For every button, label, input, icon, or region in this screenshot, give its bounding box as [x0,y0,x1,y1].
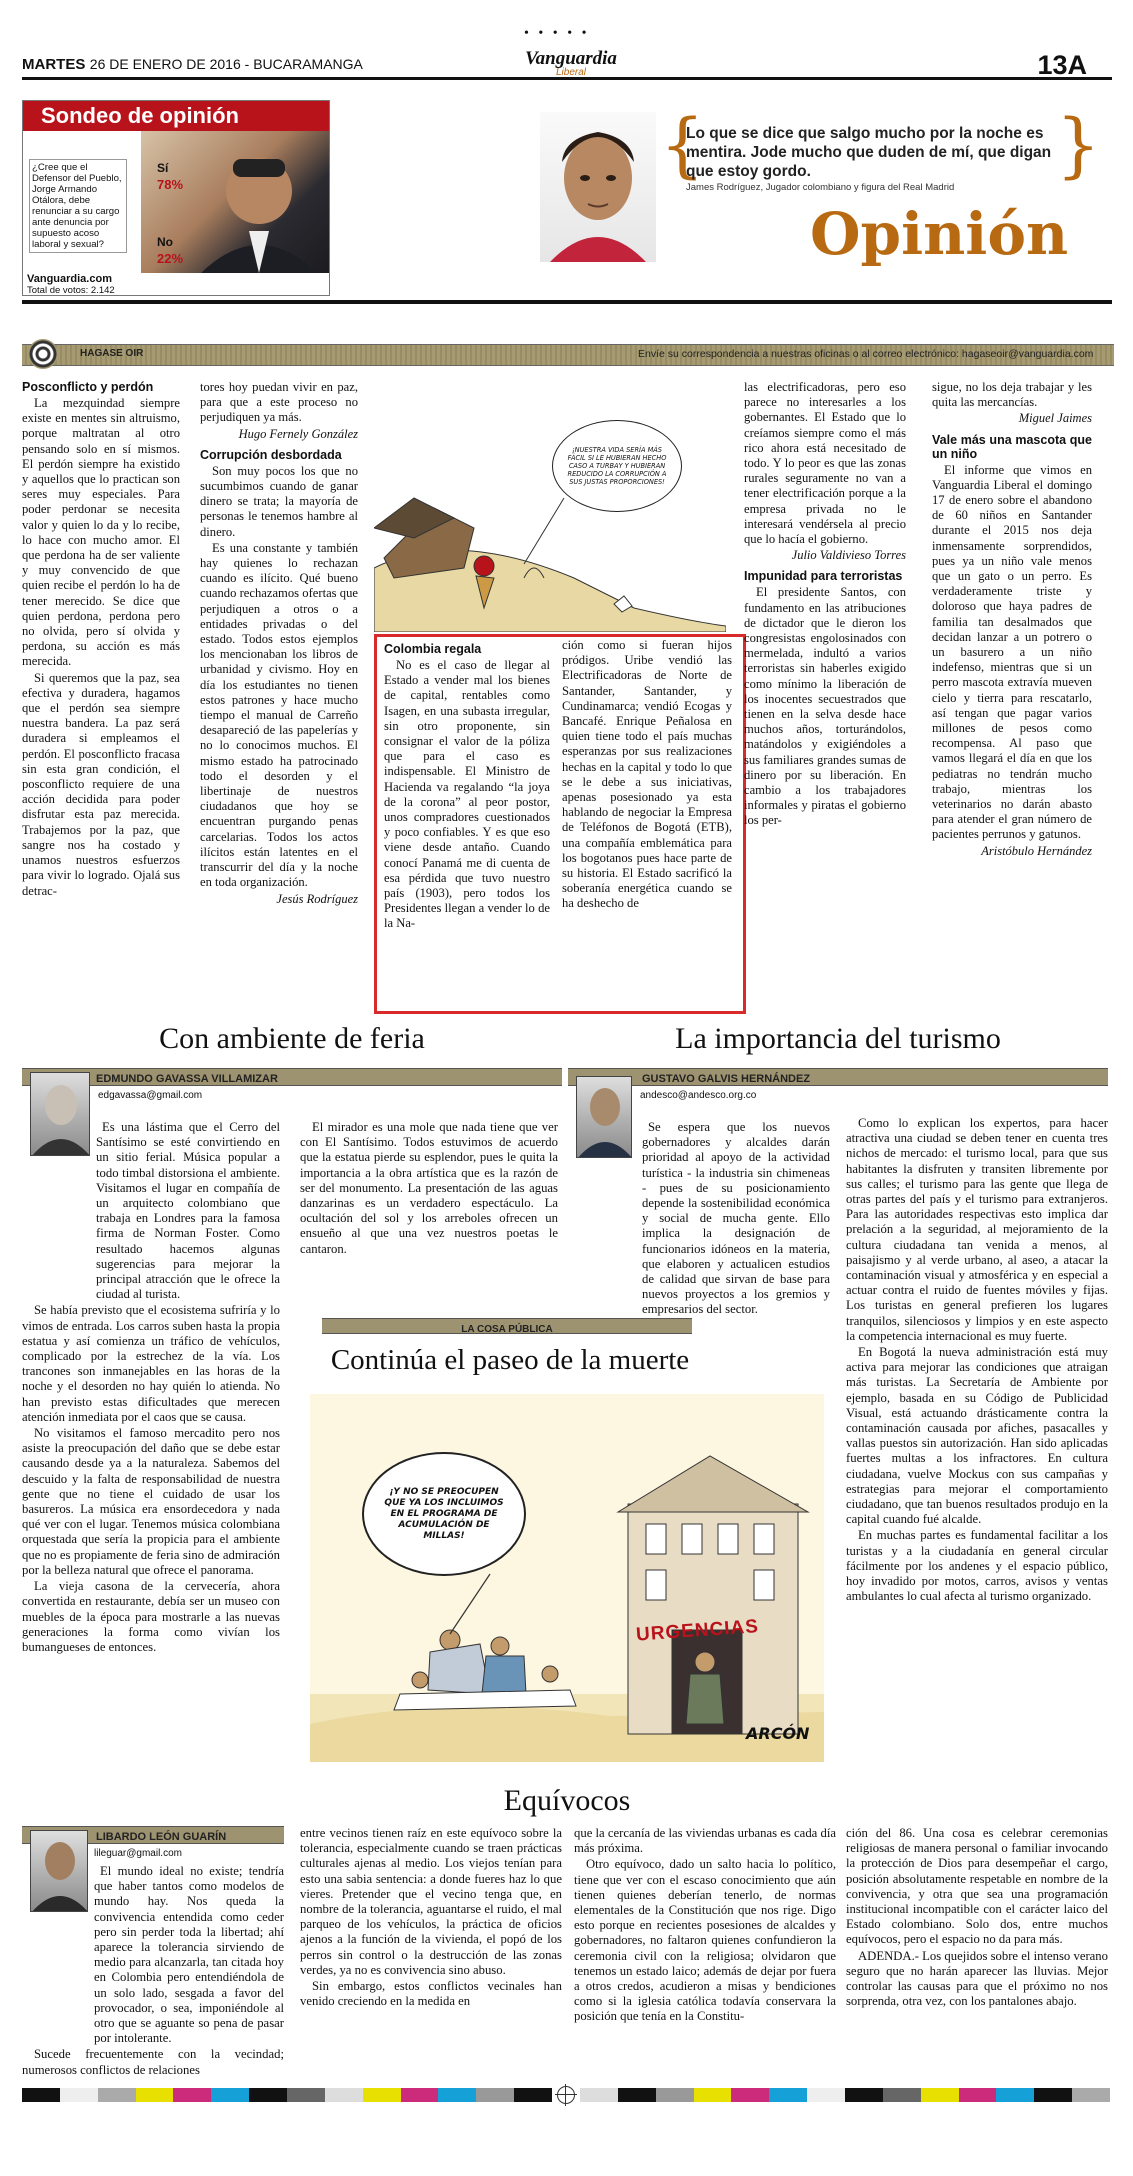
article-paragraph: El mundo ideal no existe; tendría que haber tantos como modelos de mundo hay. Nos queda la convivencia entendida como ceder pero sin perder toda la libertad; ahí aparece la tolerancia sirviendo de medio para alcanzarla, tan citada hoy en Colombia pero entendiéndola de un solo lado, sesgada a favor del provocador, o sea, imponiéndole al otro que se aguante so pena de pasar por intolerante. [94,1864,284,2046]
article-paragraph: ADENDA.- Los quejidos sobre el intenso verano seguro que no harán aparecer las lluvias. Mejor controlar las causas para que el próximo no nos sorprenda, otra vez, con los pantalones abajo. [846,1948,1108,2009]
registration-mark-icon [557,2086,575,2104]
column-title-feria: Con ambiente de feria [159,1022,425,1055]
letter-body: las electrificadoras, pero eso parece no interesarles a los gobernantes. El Estado que lo creíamos siempre como el más rico ahora está necesitado de todo. Y lo peor es que las zonas rurales seguramente no van a tener electrificación porque a la empresa privada no le interesará vendérsela al precio que lo hacía el gobierno. [744,380,906,547]
letter-signature: Julio Valdivieso Torres [791,548,906,563]
letter-title-corrupcion: Corrupción desbordada [200,447,342,462]
turismo-column-1 [574,1120,830,1319]
cartoon-balloon [552,420,682,512]
poll-question: ¿Cree que el Defensor del Pueblo, Jorge Armando Otálora, debe renunciar a su cargo ante denuncia por supuesto acoso laboral y sexual? [29,159,127,253]
letter-body: La mezquindad siempre existe en mentes sin altruismo, porque maltratan al otro pensando solo en sí mismos. El perdón siempre ha existido y aquellos que lo practican son seres muy especiales. Para poder perdonar se necesita valor y quien lo da y lo recibe, lo hace con mucho amor. El que perdona ha de ser valiente y muy convencido de que quien recibe el perdón lo ha de tener merecido. Se dice que quien perdona, perdona pero no olvida, pero sí olvida y perdona, su acción es más merecida. [22,396,180,669]
poll-total: Total de votos: 2.142 [27,285,115,296]
urgencias-sign: URGENCIAS [635,1616,760,1646]
column-title-turismo: La importancia del turismo [675,1022,1001,1055]
letter-title-colombia-regala: Colombia regala [384,642,482,656]
cartoon-scene [310,1394,824,1762]
byline-author: LIBARDO LEÓN GUARÍN [96,1831,227,1843]
article-paragraph: La vieja casona de la cervecería, ahora convertida en restaurante, debía ser un museo con muebles de la época para mostrarle a las nuevas generaciones la forma como vivían los bumangueses de entonces. [22,1579,280,1654]
article-paragraph: Como lo explican los expertos, para hacer atractiva una ciudad se deben tener en cuenta tres nichos de mercado: el turismo local, para que sus habitantes la disfruten y transiten libremente por sus calles; el turismo para las gente que llega de otras partes del país y el turismo para extranjeros. Para las autoridades respectivas esto implica dar prelación a la seguridad, al mejoramiento de la cultura ciudadana tan venida a menos, al paisajismo y al verde urbano, al aseo, a atacar la contaminación visual y atmosférica y en especial a actuar contra el ruido de fuentes móviles y fijas. Los turistas en general prefieren los lugares tranquilos, silenciosos y limpios y en este aspecto la competencia internacional es muy fuerte. [846,1116,1108,1343]
byline-bar-gavassa [22,1068,562,1086]
article-paragraph: El mirador es una mole que nada tiene que ver con El Santísimo. Todos estuvimos de acuerdo que la estatua pierde su esplendor, pues le quita la importancia a la obra artística que es la razón de ser del monumento. La presentación de las aguas danzarinas es un verdadero espectáculo. La ocultación del sol y los arreboles ofrecen un ensueño al que una vez nuestros poetas le cantaron. [300,1120,558,1256]
byline-author: EDMUNDO GAVASSA VILLAMIZAR [96,1073,278,1085]
letter-body: El presidente Santos, con fundamento en las atribuciones de dictador que le dieron los congresistas engolosinados con mermelada, indultó a varios terroristas sin haberles exigido como mínimo la liberación de los inocentes secuestrados que tienen en la selva desde hace muchos años, torturándolos, matándolos y exigiéndoles a sus familiares grandes sumas de dinero por su liberación. En cambio a los trabajadores informales y piratas el gobierno los per- [744,585,906,828]
editorial-cartoon [310,1394,824,1762]
letter-signature: Hugo Fernely González [238,426,358,441]
quote-open-brace: { [660,104,705,186]
poll-no-value: 22% [157,251,184,266]
poll-no-label: No [157,235,173,249]
article-paragraph: entre vecinos tienen raíz en este equívoco sobre la tolerancia, especialmente cuando se traen prácticas culturales ajenas al medio. Los viejos tenían para esto una sabia sentencia: a donde fueres haz lo que vieres. Pretender que el vecino tenga que, en nombre de la tolerancia, aguantarse el ruido, el mal parqueo de los vehículos, la práctica de oficios ajenos a la función de la vivienda, el popó de los perros sin control o la destrucción de las zonas verdes, ya no es convivencia sino abuso. [300,1826,562,1977]
article-paragraph: Es una lástima que el Cerro del Santísimo se esté convirtiendo en un sitio ferial. Música popular a todo timbal distorsiona el ambiente. Visitamos el lugar en compañía de un arquitecto colombiano que trabaja en Londres para la famosa firma de Norman Foster. Como resultado hacemos algunas sugerencias para mejorar la principal atracción que le ofrece la ciudad al turista. [96,1120,280,1302]
hagase-oir-contact: Envíe su correspondencia a nuestras oficinas o al correo electrónico: hagaseoir@vanguardia.com [638,348,1094,360]
top-dots: • • • • • [524,26,590,41]
letter-body: tores hoy puedan vivir en paz, para que a este proceso no perjudiquen ya más. [200,380,358,425]
equivocos-column-1 [22,1864,284,2079]
byline-author: GUSTAVO GALVIS HERNÁNDEZ [642,1073,811,1085]
quote-text: Lo que se dice que salgo mucho por la noche es mentira. Jode mucho que duden de mí, que digan que estoy gordo. [686,125,1052,180]
newspaper-logo [496,48,646,80]
article-paragraph: que la cercanía de las viviendas urbanas es cada día más próxima. [574,1826,836,1856]
quote-author: James Rodríguez, Jugador colombiano y figura del Real Madrid [686,182,955,193]
poll-yes-label: Sí [157,161,169,175]
equivocos-column-2 [300,1826,562,2010]
letter-colombia-regala-a [384,642,550,933]
letter-column-2 [200,380,358,913]
letter-colombia-regala-b [562,638,732,913]
poll-yes-value: 78% [157,177,184,192]
article-paragraph: Se espera que los nuevos gobernadores y alcaldes darán prioridad al apoyo de la actividad turística - la industria sin chimeneas - pues de su posicionamiento depende la sostenibilidad económica y social de mucha gente. Ello implica la designación de funcionarios idóneos en la materia, que elaboren y actualicen estudios de calidad que sirvan de base para nuevos proyectos a los gremios y empresarios del sector. [642,1120,830,1317]
article-paragraph: Se había previsto que el ecosistema sufriría y lo vimos de entrada. Los carros suben hasta la propia estatua y así comienza un tráfico de vehículos, complicado por la estrechez de la vía. Los trancones son inmanejables en las horas de la noche y el desorden no hay quién lo atienda. No han previsto estas dificultades que merecen atención inmediata por el caos que se causa. [22,1303,280,1424]
cartoon-balloon-text: ¡Y NO SE PREOCUPEN QUE YA LOS INCLUIMOS EN EL PROGRAMA DE ACUMULACIÓN DE MILLAS! [384,1486,504,1541]
cosa-publica-bar [322,1318,692,1334]
author-email: lileguar@gmail.com [94,1848,182,1859]
page-number: 13A [1037,50,1087,80]
letter-signature: Aristóbulo Hernández [981,843,1092,858]
letter-body: sigue, no los deja trabajar y les quita las mercancías. [932,380,1092,410]
header-date-day: MARTES [22,56,86,73]
letter-column-5 [744,380,906,830]
article-paragraph: No visitamos el famoso mercadito pero nos asiste la preocupación del daño que se debe estar causando desde ya a la naturaleza. Sabemos del descuido y la falta de responsabilidad de nuestra gente que no tiene el cuidado de usar los basureros. La música era ensordecedora y nada qué ver con el lugar. Tenemos música colombiana orquestada que sería la propicia para el ambiente que no es propiamente de feria sino de admiración por la belleza natural que ofrece el panorama. [22,1426,280,1577]
cartoon-illustration [374,378,726,632]
section-rule [22,300,1112,304]
poll-site: Vanguardia.com [27,273,112,285]
cartoon-speech-balloon [362,1452,526,1576]
poll-box [22,100,330,296]
letter-body: Son muy pocos los que no sucumbimos cuando de ganar dinero se trata; la mayoría de personas le tenemos hambre al dinero. [200,463,358,539]
article-paragraph: En muchas partes es fundamental facilitar a los turistas y a la ciudadanía en general circular fácilmente por los andenes y el espacio público, hoy invadido por motos, carros, avisos y ventas ambulantes lo cual afecta al turismo organizado. [846,1528,1108,1604]
letter-title-posconflicto: Posconflicto y perdón [22,380,154,394]
section-title: Opinión [810,200,1069,268]
turismo-column-2 [846,1116,1108,1606]
hagase-oir-label: HAGASE OIR [80,348,144,359]
letters-cartoon [374,378,726,632]
letter-body: No es el caso de llegar al Estado a vender mal los bienes de capital, rentables como Isagen, en una subasta irregular, sin otro proponente, sin consignar el valor de la póliza que para el caso es indispensable. El Ministro de Hacienda va regalando “la joya de la corona” al peor postor, unos compradores cuestionados y poco confiables. Y es que eso viene desde antaño. Cuando conocí Panamá me di cuenta de esa pérdida que tuvo nuestro país (1903), pero todos los Presidentes llegan a vender lo de la Na- [384,658,550,931]
author-email: edgavassa@gmail.com [98,1090,203,1101]
article-paragraph: Otro equívoco, dado un salto hacia lo político, tiene que ver con el escaso conocimiento que aún tienen quienes deberían tenerlo, de normas elementales de la Constitución que nos rige. Digo esto porque en recientes posesiones de alcaldes y gobernadores, no faltaron quienes confundieron la ceremonia civil con la religiosa; olvidaron que tenemos un estado laico; además de dejar por fuera a otros credos, acudieron a misas y bendiciones como si la iglesia católica todavía conservara la posición que tenía en la Constitu- [574,1857,836,2024]
letter-signature: Miguel Jaimes [1018,411,1092,426]
letter-title-mascota: Vale más una mascota que un niño [932,432,1092,461]
cartoonist-signature: ARCÓN [746,1724,810,1743]
letter-body: ción como si fueran hijos pródigos. Uribe vendió las Electrificadoras de Norte de Santander, Santander, y Cundinamarca; vendió Ecogas y Bancafé. Enrique Peñalosa en quien tiene todo el país muchas esperanzas por sus realizaciones hechas en la capital y todo lo que se le debe a sus iniciativas, apenas posesionado ya esta hablando de negociar la Empresa de Teléfonos de Bogotá (ETB), una compañía emblemática para los bogotanos pues hace parte de su historia. El Estado sacrificó la soberanía energética cuando se ha deshecho de [562,638,732,911]
article-paragraph: En Bogotá la nueva administración está muy activa para mejorar las condiciones que atraigan más turistas. La Secretaría de Ambiente por ejemplo, basada en su Código de Publicidad Visual, está actuando drásticamente contra la contaminación causada por afiches, pasacalles y vallas puestos sin autorización. Han sido aplicadas fuertes multas a los infractores. En cultura ciudadana, vuelve Mockus con sus campañas y estrategias para mejorar el comportamiento ciudadano, que tan buenos resultados produjo en la capital cuando fué alcalde. [846,1345,1108,1527]
author-email: andesco@andesco.org.co [640,1090,757,1101]
feria-column-1 [22,1120,280,1656]
quote-close-brace: } [1056,104,1101,186]
feria-column-2 [300,1120,558,1258]
ear-icon [28,339,58,369]
article-paragraph: ción del 86. Una cosa es celebrar ceremonias religiosas de manera personal o familiar invocando la protección de Dios para desempeñar el cargo, posición absolutamente respetable en nombre de la convivencia, y otra que sea una programación institucional incompatible con el carácter laico del Estado colombiano. Solo dos, entre muchos equívocos, pero el espacio no da para más. [846,1826,1108,1947]
article-paragraph: Sin embargo, estos conflictos vecinales han venido creciendo en la medida en [300,1979,562,2009]
letter-body: Es una constante y también hay quienes lo rechazan cuando es ilícito. Qué bueno cuando rechazamos ofertas que perjudiquen a otros o a entidades privadas o del estado. Todos estos ejemplos los mencionaban los libros de urbanidad y civismo. Hoy en día los estudiantes no tienen estos patrones y hace mucho tiempo el manual de Carreño desapareció de las papelerías y no lo conocimos muchos. El mismo estado ha patrocinado todo el desorden y el libertinaje de nuestros ciudadanos que hoy se encuentran purgando penas carcelarias. Todos los actos ilícitos están latentes en el transcurrir del día y la noche en toda organización. [200,540,358,890]
letter-column-6 [932,380,1092,865]
letter-title-impunidad: Impunidad para terroristas [744,569,903,584]
logo-main: Vanguardia [525,48,617,69]
cosa-publica-label: LA COSA PÚBLICA [461,1324,553,1335]
letter-signature: Jesús Rodríguez [276,891,358,906]
letter-body: Si queremos que la paz, sea efectiva y duradera, hagamos que el perdón sea siempre nuestra bandera. La paz será duradera si empleamos el perdón. El posconflicto fracasa sin esta gran condición, el posconflicto requiere de una acción decidida para poder disfrutar esta paz merecida. Trabajemos por la paz, que sangre nos ha costado y unamos nuestros esfuerzos para vivir lo logrado. Ojalá sus detrac- [22,670,180,898]
quote-photo [540,112,656,262]
logo-sub: Liberal [555,67,587,78]
color-bar-left [22,2088,552,2102]
cartoon-title: Continúa el paseo de la muerte [330,1344,690,1376]
equivocos-column-4 [846,1826,1108,2010]
header-date: 26 DE ENERO DE 2016 - BUCARAMANGA [89,56,363,72]
equivocos-column-3 [574,1826,836,2026]
poll-title: Sondeo de opinión [23,101,329,131]
column-title-equivocos: Equívocos [503,1784,631,1817]
letter-body: El informe que vimos en Vanguardia Liberal el domingo 17 de enero sobre el abandono de 60 niños en Santander durante el 2015 nos deja inmensamente sorprendidos, pues ya un niño vale menos que un gato o un perro. Es verdaderamente triste y doloroso que haya padres de familia tan desalmados que decidan lanzar a un potrero o un basurero a un niño indefenso, mientras que si un perro mascota extravía mueven cielo y tierra para rescatarlo, así tengan que pagar varios millones de pesos como recompensa. Al paso que vamos llegará el día en que los pediatras no tendrán mucho trabajo, mientras los veterinarios no darán abasto para atender el gran número de pacientes perrunos y gatunos. [932,462,1092,842]
color-bar-right [580,2088,1110,2102]
article-paragraph: Sucede frecuentemente con la vecindad; numerosos conflictos de relaciones [22,2047,284,2077]
james-portrait-icon [540,112,656,262]
cartoon-balloon-text: ¡NUESTRA VIDA SERÍA MÁS FÁCIL SI LE HUBIERAN HECHO CASO A TURBAY Y HUBIERAN REDUCIDO LA CORRUPCIÓN A SUS JUSTAS PROPORCIONES! [567,446,667,486]
hagase-oir-bar [22,344,1114,366]
letter-column-1 [22,380,180,900]
byline-bar-galvis [568,1068,1108,1086]
